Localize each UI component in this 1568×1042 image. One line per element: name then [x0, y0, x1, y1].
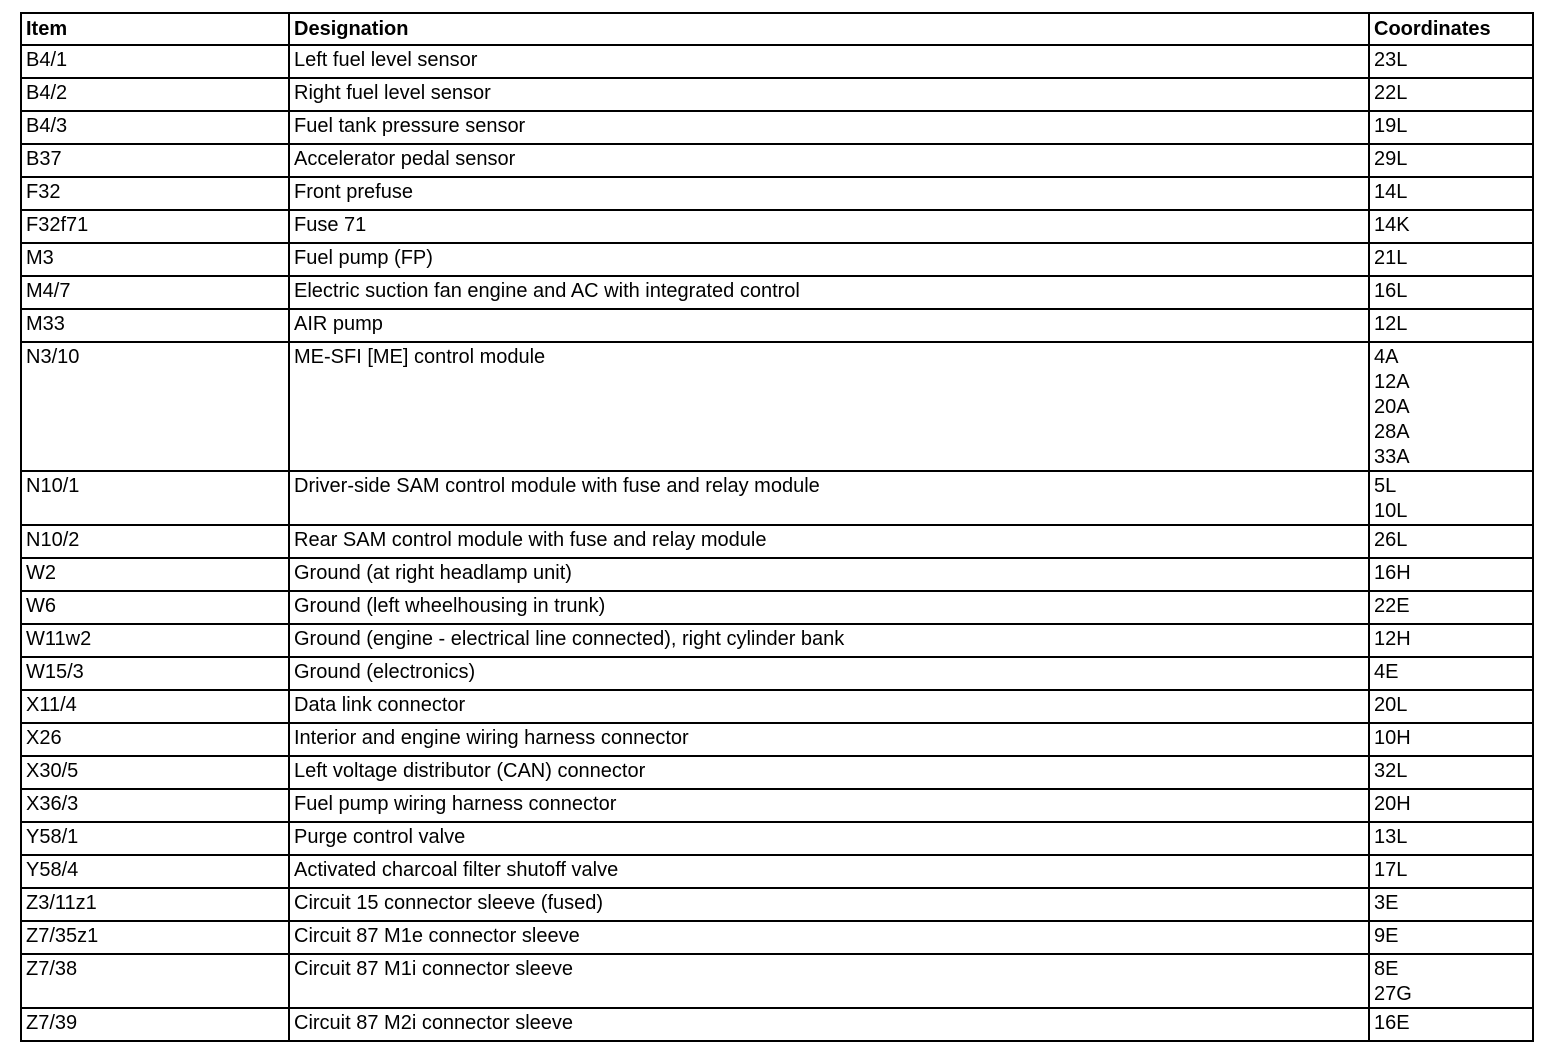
table-row [21, 177, 1533, 210]
item-cell: B37 [21, 144, 289, 177]
item-cell: Z7/39 [21, 1008, 289, 1041]
coordinate-value: 27G [1374, 983, 1412, 1005]
table-body [21, 45, 1533, 1041]
designation-cell: Ground (engine - electrical line connected), right cylinder bank [289, 624, 1369, 657]
table-row [21, 276, 1533, 309]
table-row [21, 921, 1533, 954]
coordinate-value: 21L [1374, 247, 1408, 269]
item-cell: X36/3 [21, 789, 289, 822]
table-row [21, 111, 1533, 144]
table-row [21, 471, 1533, 525]
table-row [21, 657, 1533, 690]
coordinates-cell [1369, 954, 1533, 1008]
designation-cell: Left voltage distributor (CAN) connector [289, 756, 1369, 789]
table-row [21, 789, 1533, 822]
table-row [21, 309, 1533, 342]
coordinates-cell [1369, 1008, 1533, 1041]
item-cell: N3/10 [21, 342, 289, 471]
coordinate-value: 10L [1374, 500, 1408, 522]
table-row [21, 342, 1533, 471]
table-row [21, 888, 1533, 921]
item-cell: N10/2 [21, 525, 289, 558]
table-row [21, 624, 1533, 657]
designation-cell: Ground (at right headlamp unit) [289, 558, 1369, 591]
coordinate-value: 9E [1374, 925, 1399, 947]
coordinate-value: 20L [1374, 694, 1408, 716]
coordinate-value: 4E [1374, 661, 1399, 683]
designation-cell: Accelerator pedal sensor [289, 144, 1369, 177]
designation-cell: Fuse 71 [289, 210, 1369, 243]
coordinate-value: 32L [1374, 760, 1408, 782]
coordinates-cell [1369, 309, 1533, 342]
item-cell: M3 [21, 243, 289, 276]
item-cell: X11/4 [21, 690, 289, 723]
coordinate-value: 29L [1374, 148, 1408, 170]
table-header-row [21, 13, 1533, 45]
designation-cell: Circuit 87 M2i connector sleeve [289, 1008, 1369, 1041]
item-cell: Y58/4 [21, 855, 289, 888]
item-cell: W6 [21, 591, 289, 624]
coordinates-cell [1369, 525, 1533, 558]
designation-cell: Left fuel level sensor [289, 45, 1369, 78]
coordinates-cell [1369, 144, 1533, 177]
coordinate-value: 10H [1374, 727, 1411, 749]
designation-cell: AIR pump [289, 309, 1369, 342]
item-cell: Y58/1 [21, 822, 289, 855]
coordinates-cell [1369, 471, 1533, 525]
coordinate-value: 22L [1374, 82, 1408, 104]
coordinates-cell [1369, 690, 1533, 723]
designation-cell: Fuel pump wiring harness connector [289, 789, 1369, 822]
coordinate-value: 5L [1374, 475, 1397, 497]
item-cell: X26 [21, 723, 289, 756]
item-cell: B4/3 [21, 111, 289, 144]
table-row [21, 525, 1533, 558]
designation-cell: Electric suction fan engine and AC with integrated control [289, 276, 1369, 309]
designation-cell: Fuel tank pressure sensor [289, 111, 1369, 144]
item-cell: B4/1 [21, 45, 289, 78]
designation-cell: Interior and engine wiring harness connector [289, 723, 1369, 756]
coordinate-value: 16E [1374, 1012, 1410, 1034]
coordinate-value: 23L [1374, 49, 1408, 71]
coordinates-cell [1369, 276, 1533, 309]
coordinate-value: 28A [1374, 421, 1410, 443]
coordinate-value: 16H [1374, 562, 1411, 584]
table-row [21, 954, 1533, 1008]
table-row [21, 690, 1533, 723]
coordinate-value: 20H [1374, 793, 1411, 815]
coordinate-value: 33A [1374, 446, 1410, 468]
coordinates-cell [1369, 921, 1533, 954]
item-cell: W2 [21, 558, 289, 591]
designation-cell: Circuit 87 M1e connector sleeve [289, 921, 1369, 954]
header-coordinates: Coordinates [1369, 13, 1533, 45]
coordinates-cell [1369, 855, 1533, 888]
designation-cell: Data link connector [289, 690, 1369, 723]
designation-cell: Activated charcoal filter shutoff valve [289, 855, 1369, 888]
designation-cell: Rear SAM control module with fuse and relay module [289, 525, 1369, 558]
coordinates-cell [1369, 822, 1533, 855]
table-row [21, 210, 1533, 243]
coordinate-value: 22E [1374, 595, 1410, 617]
designation-cell: Fuel pump (FP) [289, 243, 1369, 276]
coordinate-value: 17L [1374, 859, 1408, 881]
item-cell: W15/3 [21, 657, 289, 690]
coordinates-cell [1369, 45, 1533, 78]
item-cell: M33 [21, 309, 289, 342]
item-cell: N10/1 [21, 471, 289, 525]
coordinates-cell [1369, 657, 1533, 690]
item-cell: W11w2 [21, 624, 289, 657]
designation-cell: Driver-side SAM control module with fuse and relay module [289, 471, 1369, 525]
coordinates-cell [1369, 558, 1533, 591]
table-row [21, 78, 1533, 111]
coordinate-value: 8E [1374, 958, 1399, 980]
coordinates-cell [1369, 111, 1533, 144]
coordinates-cell [1369, 78, 1533, 111]
item-cell: F32 [21, 177, 289, 210]
coordinate-value: 12H [1374, 628, 1411, 650]
coordinate-value: 12L [1374, 313, 1408, 335]
table-row [21, 144, 1533, 177]
item-cell: Z7/38 [21, 954, 289, 1008]
coordinates-cell [1369, 342, 1533, 471]
coordinate-value: 14L [1374, 181, 1408, 203]
coordinates-cell [1369, 789, 1533, 822]
header-item: Item [21, 13, 289, 45]
coordinates-cell [1369, 591, 1533, 624]
coordinate-value: 16L [1374, 280, 1408, 302]
designation-cell: Circuit 15 connector sleeve (fused) [289, 888, 1369, 921]
coordinate-value: 20A [1374, 396, 1410, 418]
designation-cell: Front prefuse [289, 177, 1369, 210]
coordinate-value: 19L [1374, 115, 1408, 137]
coordinates-cell [1369, 624, 1533, 657]
designation-cell: Ground (electronics) [289, 657, 1369, 690]
coordinates-cell [1369, 177, 1533, 210]
designation-cell: Purge control valve [289, 822, 1369, 855]
table-row [21, 723, 1533, 756]
coordinate-value: 13L [1374, 826, 1408, 848]
coordinate-value: 4A [1374, 346, 1399, 368]
coordinate-value: 3E [1374, 892, 1399, 914]
item-cell: B4/2 [21, 78, 289, 111]
item-cell: M4/7 [21, 276, 289, 309]
item-cell: Z3/11z1 [21, 888, 289, 921]
table-row [21, 1008, 1533, 1041]
coordinates-cell [1369, 723, 1533, 756]
coordinate-value: 26L [1374, 529, 1408, 551]
designation-cell: ME-SFI [ME] control module [289, 342, 1369, 471]
table-row [21, 591, 1533, 624]
table-row [21, 45, 1533, 78]
table-row [21, 756, 1533, 789]
coordinate-value: 14K [1374, 214, 1410, 236]
designation-cell: Ground (left wheelhousing in trunk) [289, 591, 1369, 624]
coordinates-cell [1369, 888, 1533, 921]
item-cell: X30/5 [21, 756, 289, 789]
table-row [21, 558, 1533, 591]
component-legend-table [20, 12, 1534, 1042]
item-cell: Z7/35z1 [21, 921, 289, 954]
coordinates-cell [1369, 243, 1533, 276]
designation-cell: Circuit 87 M1i connector sleeve [289, 954, 1369, 1008]
coordinate-value: 12A [1374, 371, 1410, 393]
item-cell: F32f71 [21, 210, 289, 243]
coordinates-cell [1369, 756, 1533, 789]
table-row [21, 243, 1533, 276]
designation-cell: Right fuel level sensor [289, 78, 1369, 111]
table-row [21, 855, 1533, 888]
table-row [21, 822, 1533, 855]
header-designation: Designation [289, 13, 1369, 45]
coordinates-cell [1369, 210, 1533, 243]
